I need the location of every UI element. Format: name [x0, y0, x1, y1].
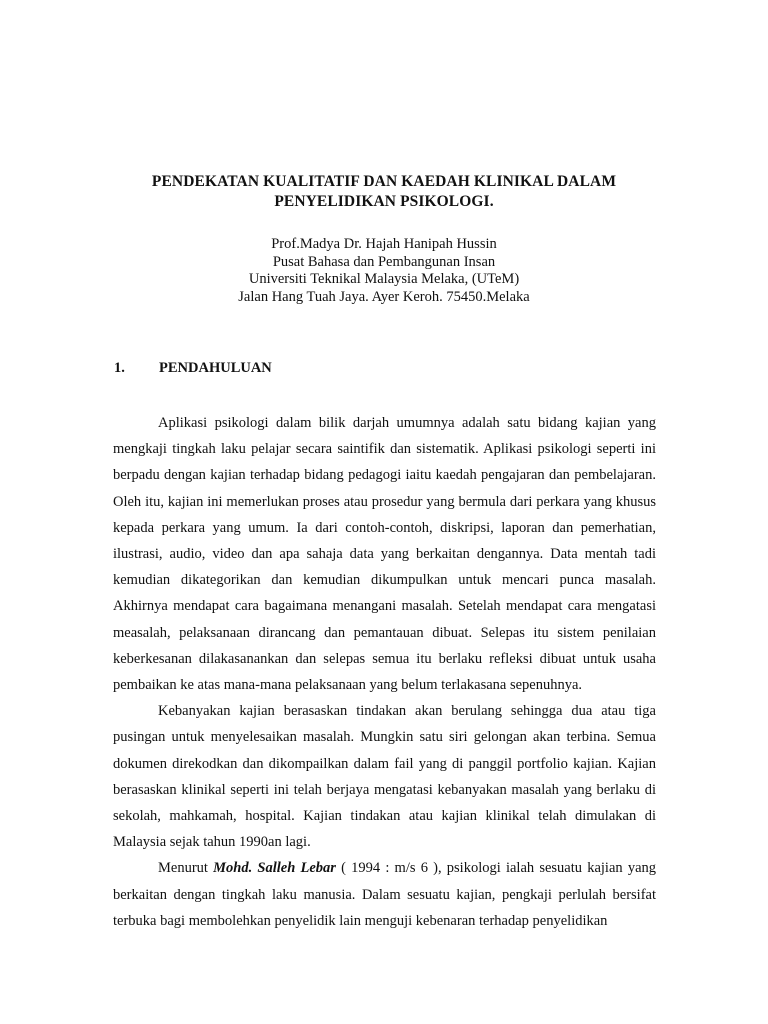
- author-address: Jalan Hang Tuah Jaya. Ayer Keroh. 75450.Melaka: [238, 288, 530, 305]
- cited-author: Mohd. Salleh Lebar: [213, 860, 336, 877]
- author-university: Universiti Teknikal Malaysia Melaka, (UTeM): [248, 271, 520, 287]
- title-line-1: PENDEKATAN KUALITATIF DAN KAEDAH KLINIKAL DALAM: [151, 173, 617, 190]
- title-line-2: PENYELIDIKAN PSIKOLOGI.: [274, 193, 494, 210]
- paragraph-2: Kebanyakan kajian berasaskan tindakan akan berulang sehingga dua atau tiga pusingan untuk menyelesaikan masalah. Mungkin satu siri gelongan akan terbina. Semua dokumen direkodkan dan dikompailkan dalam fail yang di panggil portfolio kajian. Kajian berasaskan klinikal seperti ini telah berjaya mengatasi kebanyakan masalah yang berlaku di sekolah, mahkamah, hospital. Kajian tindakan atau kajian klinikal telah dimulakan di Malaysia sejak tahun 1990an lagi.: [113, 703, 656, 851]
- section-heading: PENDAHULUAN: [159, 360, 272, 376]
- author-department: Pusat Bahasa dan Pembangunan Insan: [272, 253, 496, 270]
- paragraph-3-text: ( 1994 : m/s 6 ), psikologi ialah sesuatu kajian yang berkaitan dengan tingkah laku manusia. Dalam sesuatu kajian, pengkaji perlulah bersifat terbuka bagi membolehkan penyelidik lain menguji kebenaran terhadap penyelidikan: [113, 860, 657, 929]
- section-number: 1.: [114, 360, 125, 376]
- paragraph-3: [113, 855, 656, 934]
- body-text: [113, 410, 656, 934]
- paragraph-3-prefix: Menurut: [158, 860, 214, 877]
- document-title: [100, 172, 668, 212]
- author-block: [150, 236, 618, 306]
- author-name: Prof.Madya Dr. Hajah Hanipah Hussin: [271, 236, 497, 252]
- paragraph-1: Aplikasi psikologi dalam bilik darjah umumnya adalah satu bidang kajian yang mengkaji tingkah laku pelajar secara saintifik dan sistematik. Aplikasi psikologi seperti ini berpadu dengan kajian terhadap bidang pedagogi iaitu kaedah pengajaran dan pembelajaran. Oleh itu, kajian ini memerlukan proses atau prosedur yang bermula dari perkara yang khusus kepada perkara yang umum. Ia dari contoh-contoh, diskripsi, laporan dan pemerhatian, ilustrasi, audio, video dan apa sahaja data yang berkaitan dengannya. Data mentah tadi kemudian dikategorikan dan kemudian dikumpulkan untuk mencari punca masalah. Akhirnya mendapat cara bagaimana menangani masalah. Setelah mendapat cara mengatasi measalah, pelaksanaan dirancang dan pemantauan dibuat. Selepas itu sistem penilaian keberkesanan dilakasanankan dan selepas semua itu berlaku refleksi dibuat untuk usaha pembaikan ke atas mana-mana pelaksanaan yang belum terlakasana sepenuhnya.: [113, 415, 656, 694]
